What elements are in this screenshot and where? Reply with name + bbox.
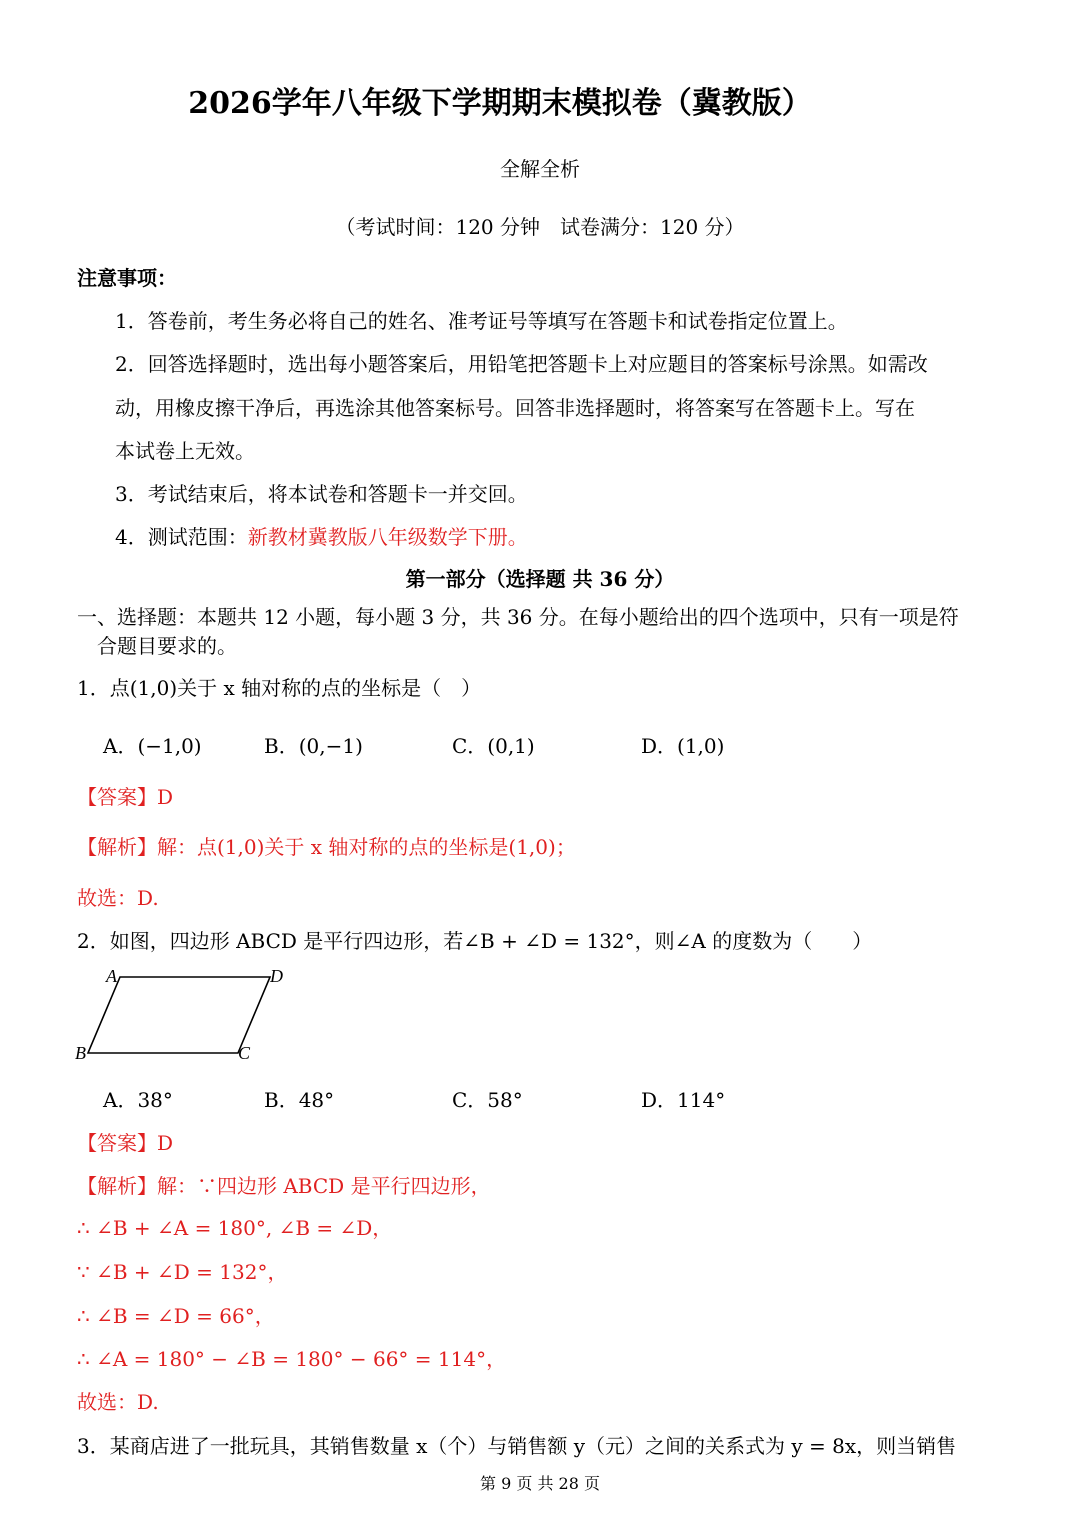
q1-option-a: A．(−1,0) [103,734,202,758]
q1-analysis: 【解析】解：点(1,0)关于 x 轴对称的点的坐标是(1,0)； [77,835,576,859]
q2-answer: 【答案】D [77,1131,174,1155]
q2-step-3: ∴ ∠B = ∠D = 66°， [77,1304,275,1328]
q2-option-a: A．38° [103,1088,173,1112]
vertex-label-a: A [106,966,117,986]
page-title: 2026学年八年级下学期期末模拟卷（冀教版） [188,86,812,121]
vertex-label-d: D [270,966,283,986]
vertex-label-c: C [238,1043,251,1063]
subtitle: 全解全析 [500,157,580,181]
note-item-2: 2．回答选择题时，选出每小题答案后，用铅笔把答题卡上对应题目的答案标号涂黑。如需改 [115,352,928,376]
q1-option-d: D．(1,0) [641,734,725,758]
exam-info: （考试时间：120 分钟 试卷满分：120 分） [335,215,745,239]
q1-option-c: C．(0,1) [452,734,535,758]
q2-analysis: 【解析】解：∵四边形 ABCD 是平行四边形， [77,1174,491,1198]
parallelogram-shape [88,977,270,1053]
q2-option-c: C．58° [452,1088,523,1112]
q2-conclusion: 故选：D. [77,1390,159,1414]
note-item-4-label: 4．测试范围： [115,525,248,549]
parallelogram-figure [70,960,300,1070]
q2-step-4: ∴ ∠A = 180° − ∠B = 180° − 66° = 114°， [77,1347,507,1371]
q2-option-d: D．114° [641,1088,726,1112]
section-intro-cont: 合题目要求的。 [97,634,237,658]
note-item-3: 3．考试结束后，将本试卷和答题卡一并交回。 [115,482,528,506]
section-intro: 一、选择题：本题共 12 小题，每小题 3 分，共 36 分。在每小题给出的四个选项中，只有一项是符 [77,605,959,629]
q2-option-b: B．48° [264,1088,335,1112]
q2-step-2: ∵ ∠B + ∠D = 132°， [77,1260,288,1284]
page-footer: 第 9 页 共 28 页 [480,1474,600,1493]
q1-option-b: B．(0,−1) [264,734,363,758]
q2-stem: 2．如图，四边形 ABCD 是平行四边形，若∠B + ∠D = 132°，则∠A 的度数为（ ） [77,929,873,953]
q3-stem: 3．某商店进了一批玩具，其销售数量 x（个）与销售额 y（元）之间的关系式为 y = 8x，则当销售 [77,1434,957,1458]
note-item-4 [115,521,528,550]
q1-answer: 【答案】D [77,785,174,809]
q1-conclusion: 故选：D. [77,886,159,910]
section-heading: 第一部分（选择题 共 36 分） [405,567,675,591]
q1-stem: 1．点(1,0)关于 x 轴对称的点的坐标是（ ） [77,676,482,700]
note-item-2-cont2: 本试卷上无效。 [115,439,255,463]
q2-step-1: ∴ ∠B + ∠A = 180°, ∠B = ∠D， [77,1216,393,1240]
test-scope: 新教材冀教版八年级数学下册。 [247,525,528,549]
notes-heading: 注意事项： [77,266,177,290]
vertex-label-b: B [75,1043,86,1063]
note-item-2-cont: 动，用橡皮擦干净后，再选涂其他答案标号。回答非选择题时，将答案写在答题卡上。写在 [115,396,915,420]
note-item-1: 1．答卷前，考生务必将自己的姓名、准考证号等填写在答题卡和试卷指定位置上。 [115,309,848,333]
